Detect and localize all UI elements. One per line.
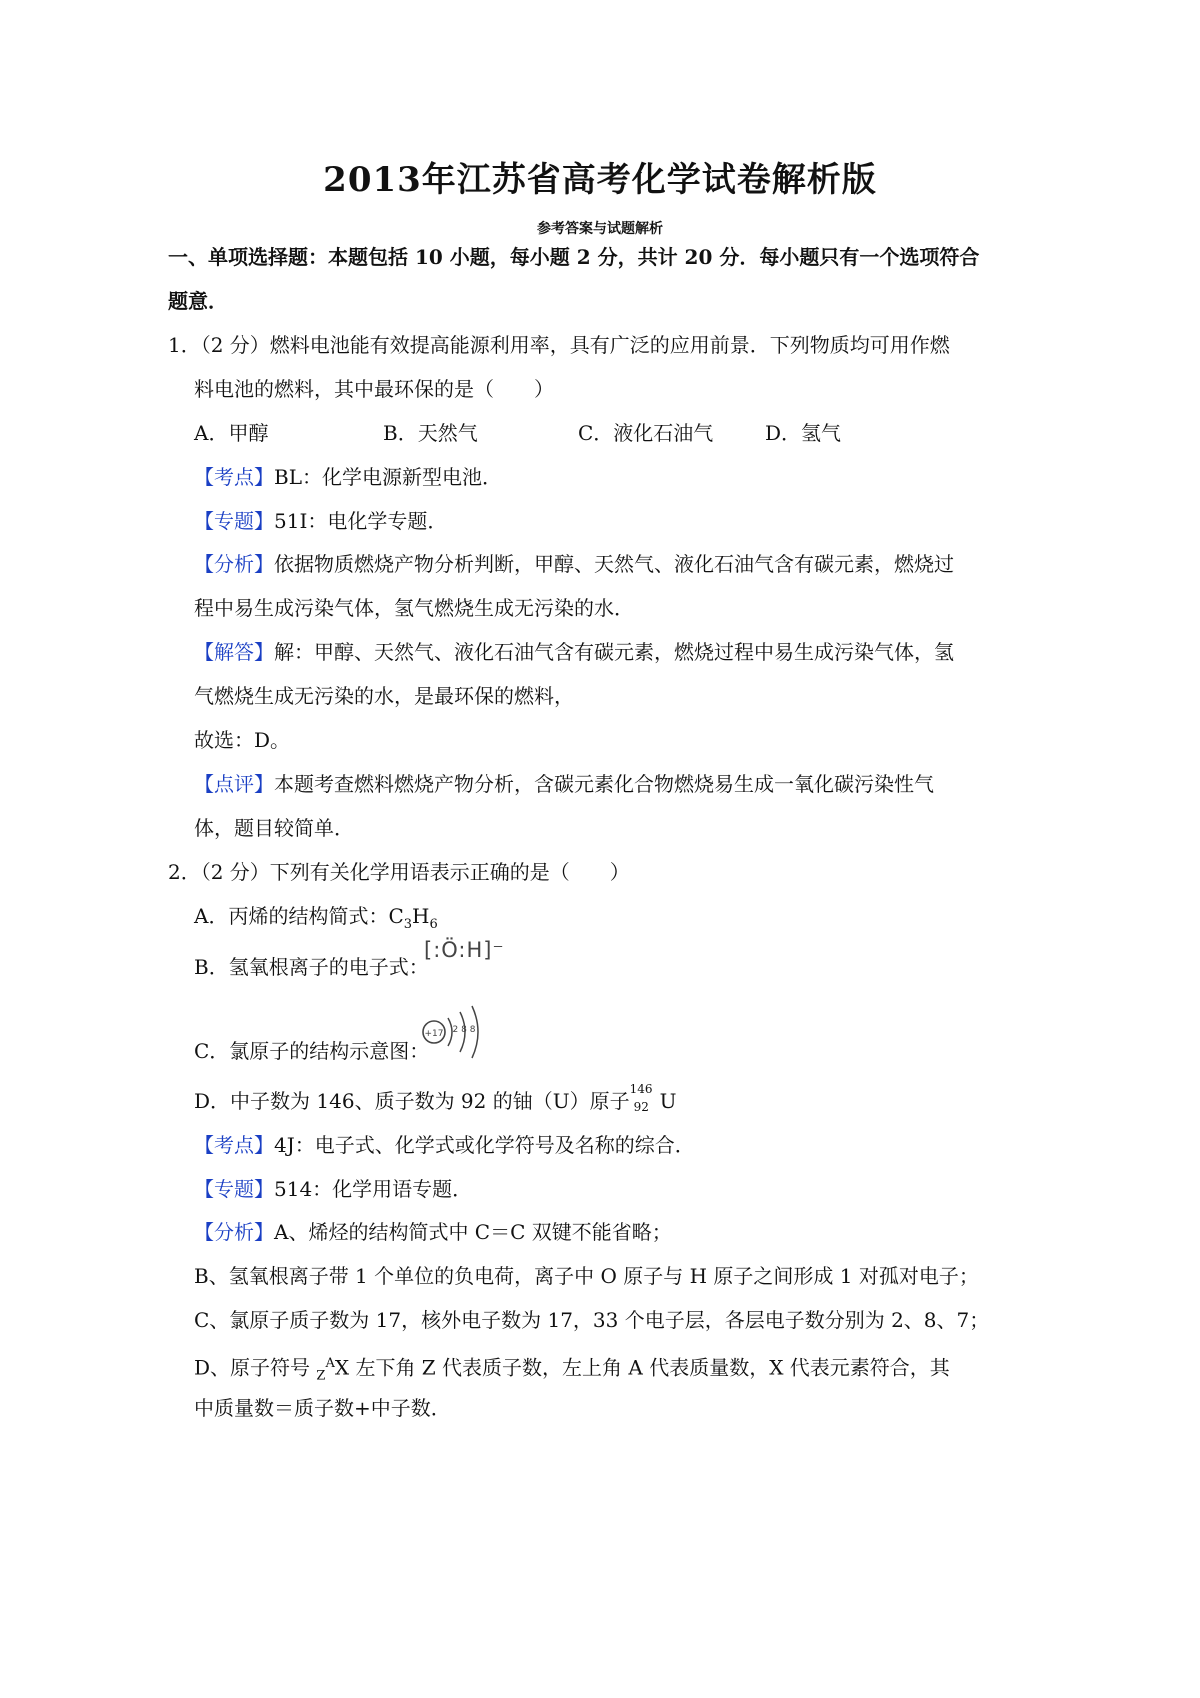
q1-jieda-text1: 解：甲醇、天然气、液化石油气含有碳元素，燃烧过程中易生成污染气体，氢 — [274, 640, 954, 664]
section-heading-line2: 题意． — [168, 289, 228, 313]
fenxi-tag: 【分析】 — [194, 1220, 274, 1244]
q2-fenxi-line2: B、氢氧根离子带 1 个单位的负电荷，离子中 O 原子与 H 原子之间形成 1 对孤对电子； — [194, 1264, 979, 1288]
q1-jieda-line2: 气燃烧生成无污染的水，是最环保的燃料， — [194, 684, 574, 708]
page-subtitle: 参考答案与试题解析 — [537, 221, 663, 237]
q1-stem-line1: 1．（2 分）燃料电池能有效提高能源利用率，具有广泛的应用前景．下列物质均可用作燃 — [168, 333, 950, 357]
uranium-nuclide-notation: 146 92 — [629, 1082, 653, 1114]
q2-zhuanti — [194, 1175, 472, 1203]
nucleus-label: +17 — [424, 1029, 444, 1039]
q1-dianping-line2: 体，题目较简单． — [194, 816, 354, 840]
q2-kaodian — [194, 1131, 695, 1159]
q2-fenxi-line1 — [194, 1218, 672, 1246]
q1-jieda-line1 — [194, 638, 954, 666]
q1-jieda-line3: 故选：D。 — [194, 728, 291, 752]
q1-dianping-line1 — [194, 770, 934, 798]
q1-kaodian — [194, 463, 502, 491]
q1-fenxi-text1: 依据物质燃烧产物分析判断，甲醇、天然气、液化石油气含有碳元素，燃烧过 — [274, 552, 954, 576]
q1-option-b: B．天然气 — [383, 421, 478, 445]
shell-electron-labels: 2 8 8 — [452, 1025, 476, 1035]
q1-option-d: D．氢气 — [765, 421, 842, 445]
section-heading-line1: 一、单项选择题：本题包括 10 小题，每小题 2 分，共计 20 分．每小题只有一个选项符合 — [168, 245, 980, 269]
q2-fenxi-text1: A、烯烃的结构简式中 C＝C 双键不能省略； — [274, 1220, 672, 1244]
q2-stem: 2．（2 分）下列有关化学用语表示正确的是（ ） — [168, 860, 630, 884]
q2-option-b: B．氢氧根离子的电子式： — [194, 955, 429, 979]
zhuanti-tag: 【专题】 — [194, 509, 274, 533]
q2-fenxi-line5: 中质量数＝质子数+中子数． — [194, 1396, 451, 1420]
q1-option-a: A．甲醇 — [194, 421, 269, 445]
kaodian-tag: 【考点】 — [194, 1133, 274, 1157]
dianping-tag: 【点评】 — [194, 772, 274, 796]
q1-fenxi-line2: 程中易生成污染气体，氢气燃烧生成无污染的水． — [194, 596, 634, 620]
q1-option-c: C．液化石油气 — [578, 421, 714, 445]
zhuanti-tag: 【专题】 — [194, 1177, 274, 1201]
page-title: 2013年江苏省高考化学试卷解析版 — [323, 160, 877, 200]
hydroxide-electron-formula-image: [:Ö:H]⁻ — [424, 938, 505, 962]
q2-kaodian-text: 4J：电子式、化学式或化学符号及名称的综合． — [274, 1133, 695, 1157]
fenxi-tag: 【分析】 — [194, 552, 274, 576]
q1-dianping-text1: 本题考查燃料燃烧产物分析，含碳元素化合物燃烧易生成一氧化碳污染性气 — [274, 772, 934, 796]
kaodian-tag: 【考点】 — [194, 465, 274, 489]
q2-option-c: C．氯原子的结构示意图： — [194, 1039, 430, 1063]
jieda-tag: 【解答】 — [194, 640, 274, 664]
q2-fenxi-line3: C、氯原子质子数为 17，核外电子数为 17，33 个电子层，各层电子数分别为 2、8、7； — [194, 1308, 990, 1332]
q2-zhuanti-text: 514：化学用语专题． — [274, 1177, 473, 1201]
q2-fenxi-line4: D、原子符号 $_Z^A$X 左下角 Z 代表质子数，左上角 A 代表质量数，X 代表元素符合，其 — [194, 1355, 950, 1384]
q1-kaodian-text: BL：化学电源新型电池． — [274, 465, 502, 489]
q1-zhuanti — [194, 507, 447, 535]
q1-stem-line2: 料电池的燃料，其中最环保的是（ ） — [194, 377, 554, 401]
q2-option-a: A．丙烯的结构简式：$C_3H_6$ — [194, 904, 438, 932]
q2-option-d: D．中子数为 146、质子数为 92 的铀（U）原子 146 92 U — [194, 1082, 677, 1114]
chlorine-atom-structure-diagram — [418, 998, 490, 1064]
q1-zhuanti-text: 51I：电化学专题． — [274, 509, 448, 533]
q1-fenxi-line1 — [194, 550, 954, 578]
